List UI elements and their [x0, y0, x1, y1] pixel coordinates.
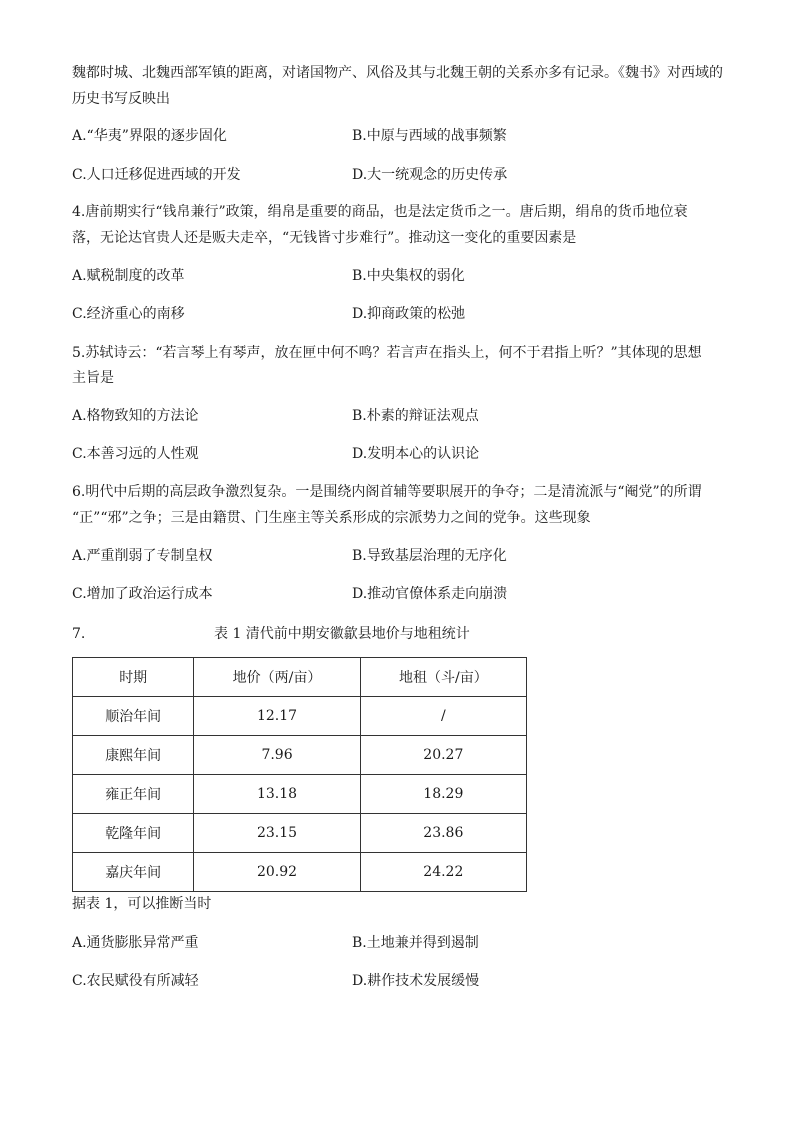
q3-option-c: C.人口迁移促进西域的开发: [72, 167, 241, 183]
table-cell: 23.86: [360, 814, 526, 853]
q4-option-a: A.赋税制度的改革: [72, 268, 185, 284]
q5-stem-line2: 主旨是: [72, 370, 114, 386]
table-cell: 12.17: [194, 697, 360, 736]
q3-stem-line1: 魏都时城、北魏西部军镇的距离，对诸国物产、风俗及其与北魏王朝的关系亦多有记录。《魏书》对西域的: [72, 65, 723, 81]
q3-option-a: A.“华夷”界限的逐步固化: [72, 128, 227, 144]
table-cell: 顺治年间: [73, 697, 194, 736]
table-cell: 康熙年间: [73, 736, 194, 775]
table-header-cell: 地价（两/亩）: [194, 658, 360, 697]
table-row: [73, 697, 527, 736]
table-cell: 7.96: [194, 736, 360, 775]
table-cell: /: [360, 697, 526, 736]
q5-option-d: D.发明本心的认识论: [352, 446, 480, 462]
table-cell: 18.29: [360, 775, 526, 814]
q4-stem-line2: 落，无论达官贵人还是贩夫走卒，“无钱皆寸步难行”。推动这一变化的重要因素是: [72, 230, 577, 246]
table-row: [73, 736, 527, 775]
q6-option-a: A.严重削弱了专制皇权: [72, 548, 213, 564]
q7-option-b: B.土地兼并得到遏制: [352, 935, 479, 951]
table-row: [73, 814, 527, 853]
table-header-row: [73, 658, 527, 697]
q7-option-d: D.耕作技术发展缓慢: [352, 973, 480, 989]
q4-stem-line1: 4.唐前期实行“钱帛兼行”政策，绢帛是重要的商品，也是法定货币之一。唐后期，绢帛的货币地位衰: [72, 204, 688, 220]
q5-stem-line1: 5.苏轼诗云：“若言琴上有琴声，放在匣中何不鸣？若言声在指头上，何不于君指上听？”其体现的思想: [72, 345, 702, 361]
q6-option-d: D.推动官僚体系走向崩溃: [352, 586, 508, 602]
table-header-cell: 地租（斗/亩）: [360, 658, 526, 697]
table-row: [73, 775, 527, 814]
q6-option-b: B.导致基层治理的无序化: [352, 548, 507, 564]
q5-option-a: A.格物致知的方法论: [72, 408, 199, 424]
q4-option-d: D.抑商政策的松弛: [352, 306, 466, 322]
table-header-cell: 时期: [73, 658, 194, 697]
table-row: [73, 853, 527, 892]
table-cell: 23.15: [194, 814, 360, 853]
land-price-rent-table: [72, 657, 527, 892]
q5-option-b: B.朴素的辩证法观点: [352, 408, 479, 424]
q4-option-b: B.中央集权的弱化: [352, 268, 465, 284]
q6-stem-line1: 6.明代中后期的高层政争激烈复杂。一是围绕内阁首辅等要职展开的争夺；二是清流派与“阉党”的所谓: [72, 484, 702, 500]
q6-option-c: C.增加了政治运行成本: [72, 586, 213, 602]
table-cell: 嘉庆年间: [73, 853, 194, 892]
q6-stem-line2: “正”“邪”之争；三是由籍贯、门生座主等关系形成的宗派势力之间的党争。这些现象: [72, 510, 591, 526]
q7-option-a: A.通货膨胀异常严重: [72, 935, 199, 951]
table-cell: 20.92: [194, 853, 360, 892]
q3-stem-line2: 历史书写反映出: [72, 91, 170, 107]
table-cell: 乾隆年间: [73, 814, 194, 853]
q3-option-b: B.中原与西域的战事频繁: [352, 128, 507, 144]
table-cell: 20.27: [360, 736, 526, 775]
q7-stem: 据表 1，可以推断当时: [72, 896, 212, 912]
q7-option-c: C.农民赋役有所减轻: [72, 973, 199, 989]
q7-table-caption: 表 1 清代前中期安徽歙县地价与地租统计: [214, 626, 470, 642]
table-cell: 13.18: [194, 775, 360, 814]
table-cell: 24.22: [360, 853, 526, 892]
q7-number: 7.: [72, 626, 86, 642]
table-cell: 雍正年间: [73, 775, 194, 814]
q3-option-d: D.大一统观念的历史传承: [352, 167, 508, 183]
q4-option-c: C.经济重心的南移: [72, 306, 185, 322]
q5-option-c: C.本善习远的人性观: [72, 446, 199, 462]
